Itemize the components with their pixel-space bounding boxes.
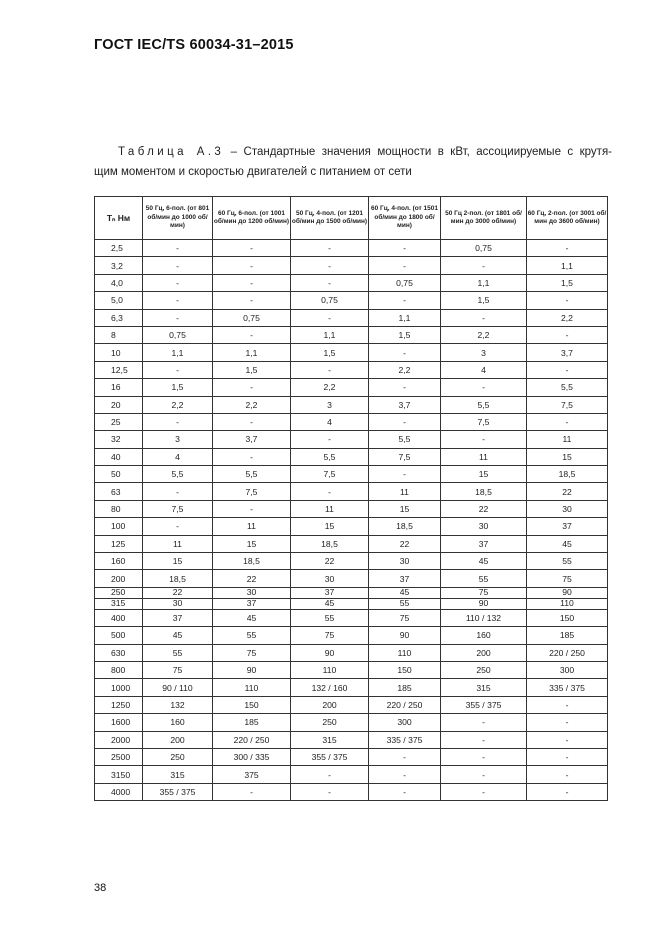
power-cell: 5,5 — [291, 448, 369, 465]
torque-cell: 100 — [95, 518, 143, 535]
power-cell: 1,5 — [143, 379, 213, 396]
table-row — [95, 379, 608, 396]
power-cell: - — [291, 257, 369, 274]
power-cell: - — [143, 240, 213, 257]
table-row — [95, 570, 608, 587]
power-cell: 4 — [441, 361, 527, 378]
table-row — [95, 598, 608, 609]
header-cell-60hz-6pol: 60 Гц, 6-пол. (от 1001 об/мин до 1200 об/мин) — [213, 197, 291, 240]
power-cell: 55 — [143, 644, 213, 661]
power-cell: 355 / 375 — [441, 696, 527, 713]
table-row — [95, 361, 608, 378]
power-cell: 75 — [527, 570, 608, 587]
power-cell: 90 / 110 — [143, 679, 213, 696]
torque-cell: 400 — [95, 609, 143, 626]
torque-cell: 1600 — [95, 714, 143, 731]
power-cell: 45 — [369, 587, 441, 598]
power-cell: - — [369, 766, 441, 783]
power-cell: 150 — [527, 609, 608, 626]
table-row — [95, 766, 608, 783]
page-number: 38 — [94, 882, 107, 894]
torque-cell: 1250 — [95, 696, 143, 713]
power-cell: 30 — [291, 570, 369, 587]
torque-cell: 20 — [95, 396, 143, 413]
power-cell: 37 — [143, 609, 213, 626]
power-cell: 132 — [143, 696, 213, 713]
power-cell: - — [527, 766, 608, 783]
power-cell: 4 — [291, 413, 369, 430]
power-cell: 315 — [291, 731, 369, 748]
power-cell: 45 — [527, 535, 608, 552]
power-cell: 2,2 — [369, 361, 441, 378]
power-cell: 22 — [291, 553, 369, 570]
power-cell: 250 — [441, 661, 527, 678]
header-cell-50hz-6pol: 50 Гц, 6-пол. (от 801 об/мин до 1000 об/мин) — [143, 197, 213, 240]
table-row — [95, 483, 608, 500]
power-cell: - — [369, 257, 441, 274]
power-cell: 22 — [143, 587, 213, 598]
power-cell: - — [441, 766, 527, 783]
power-cell: - — [527, 292, 608, 309]
power-cell: - — [143, 274, 213, 291]
power-cell: 15 — [143, 553, 213, 570]
power-cell: 200 — [441, 644, 527, 661]
table-row — [95, 518, 608, 535]
power-cell: 7,5 — [527, 396, 608, 413]
power-cell: 3,7 — [213, 431, 291, 448]
power-cell: - — [369, 292, 441, 309]
torque-cell: 125 — [95, 535, 143, 552]
power-cell: 7,5 — [441, 413, 527, 430]
power-cell: 5,5 — [143, 466, 213, 483]
power-cell: 7,5 — [291, 466, 369, 483]
power-cell: - — [291, 483, 369, 500]
power-cell: 110 — [291, 661, 369, 678]
power-cell: 185 — [369, 679, 441, 696]
power-cell: 110 — [369, 644, 441, 661]
power-cell: 37 — [369, 570, 441, 587]
power-cell: 132 / 160 — [291, 679, 369, 696]
power-cell: 300 / 335 — [213, 748, 291, 765]
power-cell: 75 — [213, 644, 291, 661]
power-cell: - — [527, 240, 608, 257]
power-cell: 0,75 — [441, 240, 527, 257]
caption-text-1: – Стандартные значения мощности в кВт, ассоциируемые с крутя- — [224, 146, 613, 158]
table-row — [95, 783, 608, 800]
power-cell: 18,5 — [441, 483, 527, 500]
document-header: ГОСТ IEC/TS 60034-31–2015 — [94, 37, 294, 53]
power-cell: 15 — [441, 466, 527, 483]
power-cell: 22 — [213, 570, 291, 587]
power-cell: 75 — [369, 609, 441, 626]
power-cell: 2,2 — [291, 379, 369, 396]
power-cell: 0,75 — [143, 326, 213, 343]
power-cell: - — [369, 466, 441, 483]
power-cell: 75 — [143, 661, 213, 678]
power-cell: 250 — [143, 748, 213, 765]
power-cell: - — [291, 766, 369, 783]
power-cell: - — [143, 483, 213, 500]
power-cell: 22 — [369, 535, 441, 552]
table-row — [95, 714, 608, 731]
power-cell: 37 — [441, 535, 527, 552]
table-row — [95, 431, 608, 448]
header-cell-60hz-2pol: 60 Гц, 2-пол. (от 3001 об/мин до 3600 об/мин) — [527, 197, 608, 240]
power-cell: 15 — [291, 518, 369, 535]
torque-cell: 5,0 — [95, 292, 143, 309]
power-cell: 3 — [291, 396, 369, 413]
power-cell: 2,2 — [213, 396, 291, 413]
power-cell: 2,2 — [441, 326, 527, 343]
power-cell: - — [441, 431, 527, 448]
table-header-row — [95, 197, 608, 240]
header-cell-torque: Tₙ Нм — [95, 197, 143, 240]
power-cell: - — [527, 783, 608, 800]
torque-cell: 50 — [95, 466, 143, 483]
power-cell: 110 — [213, 679, 291, 696]
power-cell: 160 — [441, 627, 527, 644]
power-cell: - — [213, 326, 291, 343]
power-cell: 0,75 — [369, 274, 441, 291]
power-cell: 11 — [213, 518, 291, 535]
power-cell: 45 — [441, 553, 527, 570]
table-row — [95, 396, 608, 413]
torque-cell: 2500 — [95, 748, 143, 765]
power-cell: 90 — [441, 598, 527, 609]
power-cell: 1,1 — [369, 309, 441, 326]
power-cell: - — [213, 274, 291, 291]
torque-cell: 4000 — [95, 783, 143, 800]
power-cell: - — [369, 344, 441, 361]
table-row — [95, 326, 608, 343]
power-cell: 7,5 — [369, 448, 441, 465]
power-cell: 5,5 — [441, 396, 527, 413]
power-cell: 30 — [143, 598, 213, 609]
power-cell: - — [441, 748, 527, 765]
power-cell: 3 — [143, 431, 213, 448]
caption-line-1 — [94, 142, 612, 162]
power-cell: 355 / 375 — [291, 748, 369, 765]
table-row — [95, 609, 608, 626]
power-cell: 15 — [369, 500, 441, 517]
power-cell: - — [213, 500, 291, 517]
torque-cell: 25 — [95, 413, 143, 430]
power-cell: 220 / 250 — [213, 731, 291, 748]
power-cell: 1,1 — [291, 326, 369, 343]
power-cell: - — [143, 518, 213, 535]
power-cell: 75 — [291, 627, 369, 644]
power-cell: - — [441, 379, 527, 396]
power-cell: 1,1 — [527, 257, 608, 274]
torque-cell: 10 — [95, 344, 143, 361]
power-cell: 5,5 — [213, 466, 291, 483]
power-cell: 185 — [213, 714, 291, 731]
power-cell: - — [369, 413, 441, 430]
table-row — [95, 748, 608, 765]
caption-label: Таблица А.3 — [118, 146, 225, 158]
power-cell: 30 — [441, 518, 527, 535]
power-cell: - — [143, 361, 213, 378]
power-cell: 7,5 — [213, 483, 291, 500]
torque-cell: 16 — [95, 379, 143, 396]
power-cell: 55 — [441, 570, 527, 587]
power-cell: - — [213, 379, 291, 396]
power-cell: - — [213, 257, 291, 274]
power-cell: 315 — [143, 766, 213, 783]
power-cell: 300 — [369, 714, 441, 731]
power-cell: - — [143, 292, 213, 309]
power-cell: - — [441, 309, 527, 326]
power-cell: 200 — [291, 696, 369, 713]
power-cell: - — [369, 379, 441, 396]
power-cell: - — [213, 448, 291, 465]
power-cell: - — [291, 361, 369, 378]
power-cell: - — [213, 240, 291, 257]
table-row — [95, 731, 608, 748]
power-cell: 1,5 — [527, 274, 608, 291]
power-cell: 11 — [441, 448, 527, 465]
torque-cell: 315 — [95, 598, 143, 609]
power-cell: - — [213, 292, 291, 309]
torque-cell: 160 — [95, 553, 143, 570]
power-cell: 15 — [213, 535, 291, 552]
header-cell-60hz-4pol: 60 Гц, 4-пол. (от 1501 об/мин до 1800 об/мин) — [369, 197, 441, 240]
power-cell: 315 — [441, 679, 527, 696]
table-row — [95, 661, 608, 678]
power-cell: 11 — [369, 483, 441, 500]
table-row — [95, 344, 608, 361]
torque-cell: 3,2 — [95, 257, 143, 274]
power-cell: - — [143, 257, 213, 274]
table-row — [95, 500, 608, 517]
power-cell: 1,5 — [291, 344, 369, 361]
header-cell-50hz-4pol: 50 Гц, 4-пол. (от 1201 об/мин до 1500 об/мин) — [291, 197, 369, 240]
power-cell: 30 — [213, 587, 291, 598]
power-cell: 18,5 — [143, 570, 213, 587]
power-cell: 250 — [291, 714, 369, 731]
power-cell: 37 — [291, 587, 369, 598]
table-row — [95, 466, 608, 483]
power-cell: 7,5 — [143, 500, 213, 517]
torque-cell: 40 — [95, 448, 143, 465]
power-cell: 55 — [369, 598, 441, 609]
caption-line-2: щим моментом и скоростью двигателей с питанием от сети — [94, 166, 412, 178]
table-row — [95, 274, 608, 291]
power-cell: 11 — [143, 535, 213, 552]
power-cell: - — [369, 240, 441, 257]
power-cell: - — [527, 748, 608, 765]
power-cell: 375 — [213, 766, 291, 783]
power-cell: 1,5 — [369, 326, 441, 343]
power-cell: 1,1 — [441, 274, 527, 291]
power-cell: 335 / 375 — [527, 679, 608, 696]
power-cell: - — [441, 731, 527, 748]
power-cell: 30 — [369, 553, 441, 570]
table-row — [95, 292, 608, 309]
power-cell: 22 — [441, 500, 527, 517]
torque-cell: 800 — [95, 661, 143, 678]
header-cell-50hz-2pol: 50 Гц 2-пол. (от 1801 об/мин до 3000 об/мин) — [441, 197, 527, 240]
torque-cell: 500 — [95, 627, 143, 644]
power-cell: - — [527, 361, 608, 378]
power-cell: 45 — [291, 598, 369, 609]
power-cell: - — [441, 783, 527, 800]
torque-cell: 250 — [95, 587, 143, 598]
torque-cell: 2,5 — [95, 240, 143, 257]
torque-cell: 200 — [95, 570, 143, 587]
power-cell: 2,2 — [143, 396, 213, 413]
power-cell: 90 — [369, 627, 441, 644]
torque-cell: 6,3 — [95, 309, 143, 326]
power-cell: 90 — [527, 587, 608, 598]
power-cell: - — [441, 257, 527, 274]
power-cell: 1,1 — [213, 344, 291, 361]
power-cell: 55 — [291, 609, 369, 626]
power-cell: 355 / 375 — [143, 783, 213, 800]
power-cell: 75 — [441, 587, 527, 598]
power-cell: 90 — [291, 644, 369, 661]
power-cell: 110 — [527, 598, 608, 609]
table-row — [95, 679, 608, 696]
torque-cell: 8 — [95, 326, 143, 343]
power-cell: - — [291, 783, 369, 800]
torque-cell: 32 — [95, 431, 143, 448]
power-cell: - — [527, 714, 608, 731]
power-cell: 3,7 — [369, 396, 441, 413]
power-cell: - — [369, 748, 441, 765]
power-cell: - — [291, 240, 369, 257]
power-cell: - — [213, 413, 291, 430]
table-row — [95, 644, 608, 661]
power-cell: 150 — [369, 661, 441, 678]
power-cell: 1,5 — [213, 361, 291, 378]
table-row — [95, 413, 608, 430]
power-cell: - — [527, 696, 608, 713]
power-cell: 45 — [213, 609, 291, 626]
power-cell: 160 — [143, 714, 213, 731]
torque-cell: 80 — [95, 500, 143, 517]
power-cell: 3 — [441, 344, 527, 361]
table-row — [95, 240, 608, 257]
torque-cell: 1000 — [95, 679, 143, 696]
power-cell: 11 — [291, 500, 369, 517]
torque-cell: 2000 — [95, 731, 143, 748]
power-cell: 220 / 250 — [527, 644, 608, 661]
power-cell: - — [527, 413, 608, 430]
power-cell: - — [291, 309, 369, 326]
power-cell: 1,1 — [143, 344, 213, 361]
power-cell: 185 — [527, 627, 608, 644]
torque-cell: 12,5 — [95, 361, 143, 378]
power-cell: - — [527, 731, 608, 748]
power-cell: 220 / 250 — [369, 696, 441, 713]
power-cell: - — [441, 714, 527, 731]
power-cell: 0,75 — [213, 309, 291, 326]
power-cell: 150 — [213, 696, 291, 713]
torque-cell: 63 — [95, 483, 143, 500]
power-cell: 1,5 — [441, 292, 527, 309]
power-cell: 3,7 — [527, 344, 608, 361]
power-cell: - — [369, 783, 441, 800]
power-cell: 2,2 — [527, 309, 608, 326]
power-cell: - — [213, 783, 291, 800]
torque-cell: 4,0 — [95, 274, 143, 291]
power-cell: 0,75 — [291, 292, 369, 309]
power-cell: 11 — [527, 431, 608, 448]
power-cell: 55 — [527, 553, 608, 570]
power-cell: 200 — [143, 731, 213, 748]
table-row — [95, 553, 608, 570]
power-cell: 30 — [527, 500, 608, 517]
power-cell: 90 — [213, 661, 291, 678]
power-table — [94, 196, 608, 801]
power-cell: 300 — [527, 661, 608, 678]
power-cell: 110 / 132 — [441, 609, 527, 626]
torque-cell: 3150 — [95, 766, 143, 783]
table-row — [95, 696, 608, 713]
table-caption — [94, 142, 612, 182]
power-cell: 37 — [213, 598, 291, 609]
table-row — [95, 257, 608, 274]
table-row — [95, 448, 608, 465]
table-body — [95, 240, 608, 801]
table-row — [95, 587, 608, 598]
power-cell: 18,5 — [213, 553, 291, 570]
power-cell: 55 — [213, 627, 291, 644]
power-cell: 45 — [143, 627, 213, 644]
table-row — [95, 627, 608, 644]
power-cell: 18,5 — [527, 466, 608, 483]
power-cell: 18,5 — [369, 518, 441, 535]
power-cell: 5,5 — [527, 379, 608, 396]
power-cell: 22 — [527, 483, 608, 500]
power-cell: - — [143, 413, 213, 430]
torque-cell: 630 — [95, 644, 143, 661]
power-cell: 335 / 375 — [369, 731, 441, 748]
power-cell: 5,5 — [369, 431, 441, 448]
table-row — [95, 535, 608, 552]
table-row — [95, 309, 608, 326]
power-cell: 4 — [143, 448, 213, 465]
power-cell: - — [143, 309, 213, 326]
power-cell: 15 — [527, 448, 608, 465]
power-cell: - — [291, 431, 369, 448]
power-cell: 18,5 — [291, 535, 369, 552]
power-cell: 37 — [527, 518, 608, 535]
power-cell: - — [291, 274, 369, 291]
power-cell: - — [527, 326, 608, 343]
